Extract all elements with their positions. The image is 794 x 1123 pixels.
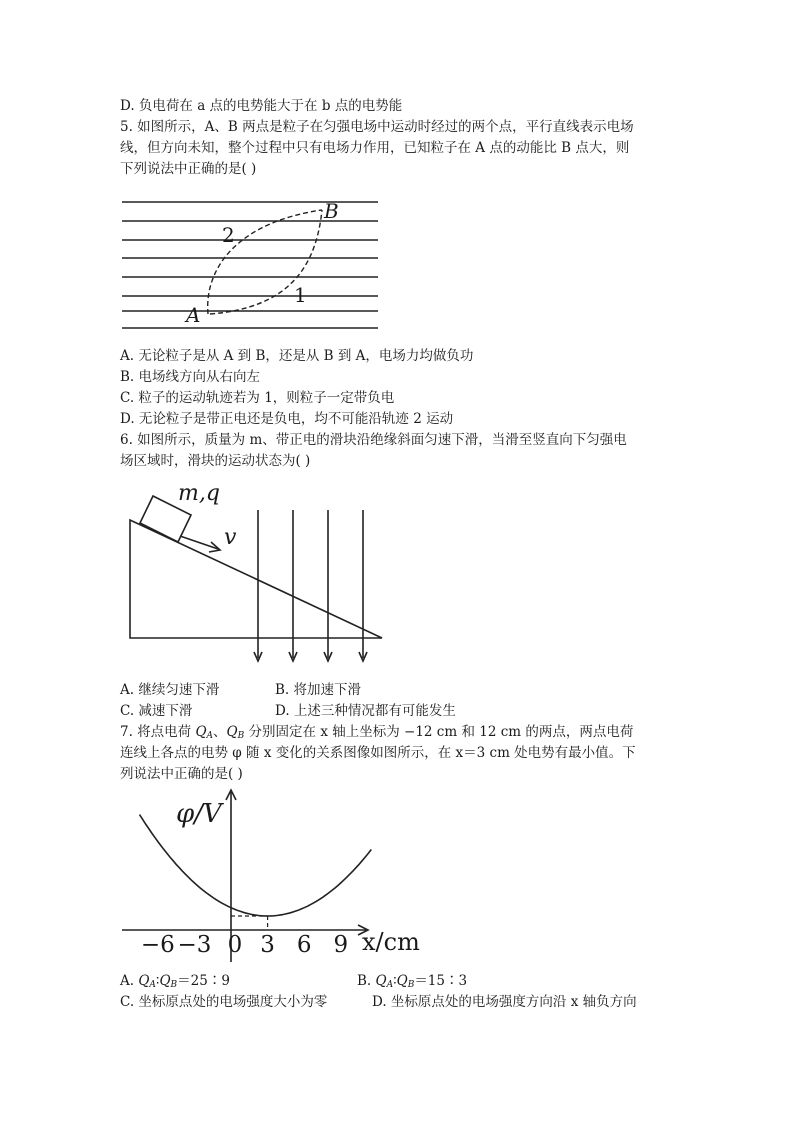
q7-option-a-qb-sub: B (170, 980, 178, 990)
q7-stem-number: 7. 将点电荷 (120, 724, 196, 740)
label-v: v (224, 525, 237, 550)
x-tick-label: 6 (296, 932, 312, 958)
field-lines (122, 202, 378, 328)
x-tick-label: −3 (177, 932, 212, 958)
x-tick-label: 3 (260, 932, 275, 958)
q5-stem-line2: 线，但方向未知，整个过程中只有电场力作用，已知粒子在 A 点的动能比 B 点大，则 (120, 140, 630, 156)
x-tick-label: 0 (227, 932, 243, 958)
charge-qb: Q (226, 724, 238, 740)
q4-option-d: D. 负电荷在 a 点的电势能大于在 b 点的电势能 (120, 98, 403, 114)
label-mq: m,q (178, 481, 220, 506)
q6-incline-figure (128, 480, 386, 666)
q5-stem-line1: 5. 如图所示，A、B 两点是粒子在匀强电场中运动时经过的两个点，平行直线表示电场 (120, 119, 634, 135)
charge-separator: 、 (213, 724, 227, 740)
label-path-2: 2 (222, 223, 235, 247)
x-tick-label: 9 (333, 932, 349, 958)
q6-option-b: B. 将加速下滑 (275, 682, 362, 698)
label-path-1: 1 (294, 283, 307, 307)
q7-option-a-qb: Q (159, 973, 171, 989)
label-a: A (186, 303, 201, 327)
q7-option-a-prefix: A. (120, 973, 139, 989)
q7-option-b-qb-sub: B (407, 980, 415, 990)
q6-stem-line1: 6. 如图所示，质量为 m、带正电的滑块沿绝缘斜面匀速下滑，当滑至竖直向下匀强电 (120, 432, 627, 448)
q7-option-b-qa: Q (375, 973, 387, 989)
label-b: B (324, 199, 339, 223)
q5-option-a: A. 无论粒子是从 A 到 B，还是从 B 到 A，电场力均做负功 (120, 348, 474, 364)
y-axis-label: φ/V (176, 799, 222, 829)
q7-option-b-qa-sub: A (386, 980, 394, 990)
q7-option-b-value: ＝15∶3 (414, 973, 468, 989)
potential-curve (140, 815, 372, 916)
q7-option-b-prefix: B. (357, 973, 376, 989)
q7-option-c: C. 坐标原点处的电场强度大小为零 (120, 994, 328, 1010)
minimum-guide-lines (231, 916, 268, 930)
charge-qb-sub: B (237, 731, 245, 741)
q5-option-b: B. 电场线方向从右向左 (120, 369, 261, 385)
q7-stem-line1-rest: 分别固定在 x 轴上坐标为 −12 cm 和 12 cm 的两点，两点电荷 (244, 724, 634, 740)
q6-option-a: A. 继续匀速下滑 (120, 682, 220, 698)
q5-stem-line3: 下列说法中正确的是( ) (120, 161, 257, 177)
q6-stem-line2: 场区域时，滑块的运动状态为( ) (120, 453, 311, 469)
q7-stem-line2: 连线上各点的电势 φ 随 x 变化的关系图像如图所示，在 x＝3 cm 处电势有最小值。下 (120, 745, 636, 761)
q6-option-c: C. 减速下滑 (120, 703, 193, 719)
q7-option-a-colon: ∶ (155, 973, 160, 989)
x-axis-label: x/cm (362, 928, 420, 956)
x-tick-labels (141, 932, 348, 958)
q7-option-a-value: ＝25∶9 (177, 973, 230, 989)
q7-option-b-qb: Q (396, 973, 408, 989)
charge-qa: Q (195, 724, 207, 740)
x-tick-label: −6 (140, 932, 175, 958)
q7-option-a-qa: Q (138, 973, 150, 989)
q5-option-d: D. 无论粒子是带正电还是负电，均不可能沿轨迹 2 运动 (120, 411, 454, 427)
q5-option-c: C. 粒子的运动轨迹若为 1，则粒子一定带负电 (120, 390, 395, 406)
q7-stem-line3: 列说法中正确的是( ) (120, 766, 243, 782)
charge-qa-sub: A (206, 731, 214, 741)
q7-option-d: D. 坐标原点处的电场强度方向沿 x 轴负方向 (372, 994, 637, 1010)
q7-potential-chart (118, 786, 428, 964)
q7-option-b-colon: ∶ (393, 973, 397, 989)
q7-option-a-qa-sub: A (149, 980, 156, 990)
q6-option-d: D. 上述三种情况都有可能发生 (275, 703, 456, 719)
q5-field-figure (118, 188, 380, 332)
